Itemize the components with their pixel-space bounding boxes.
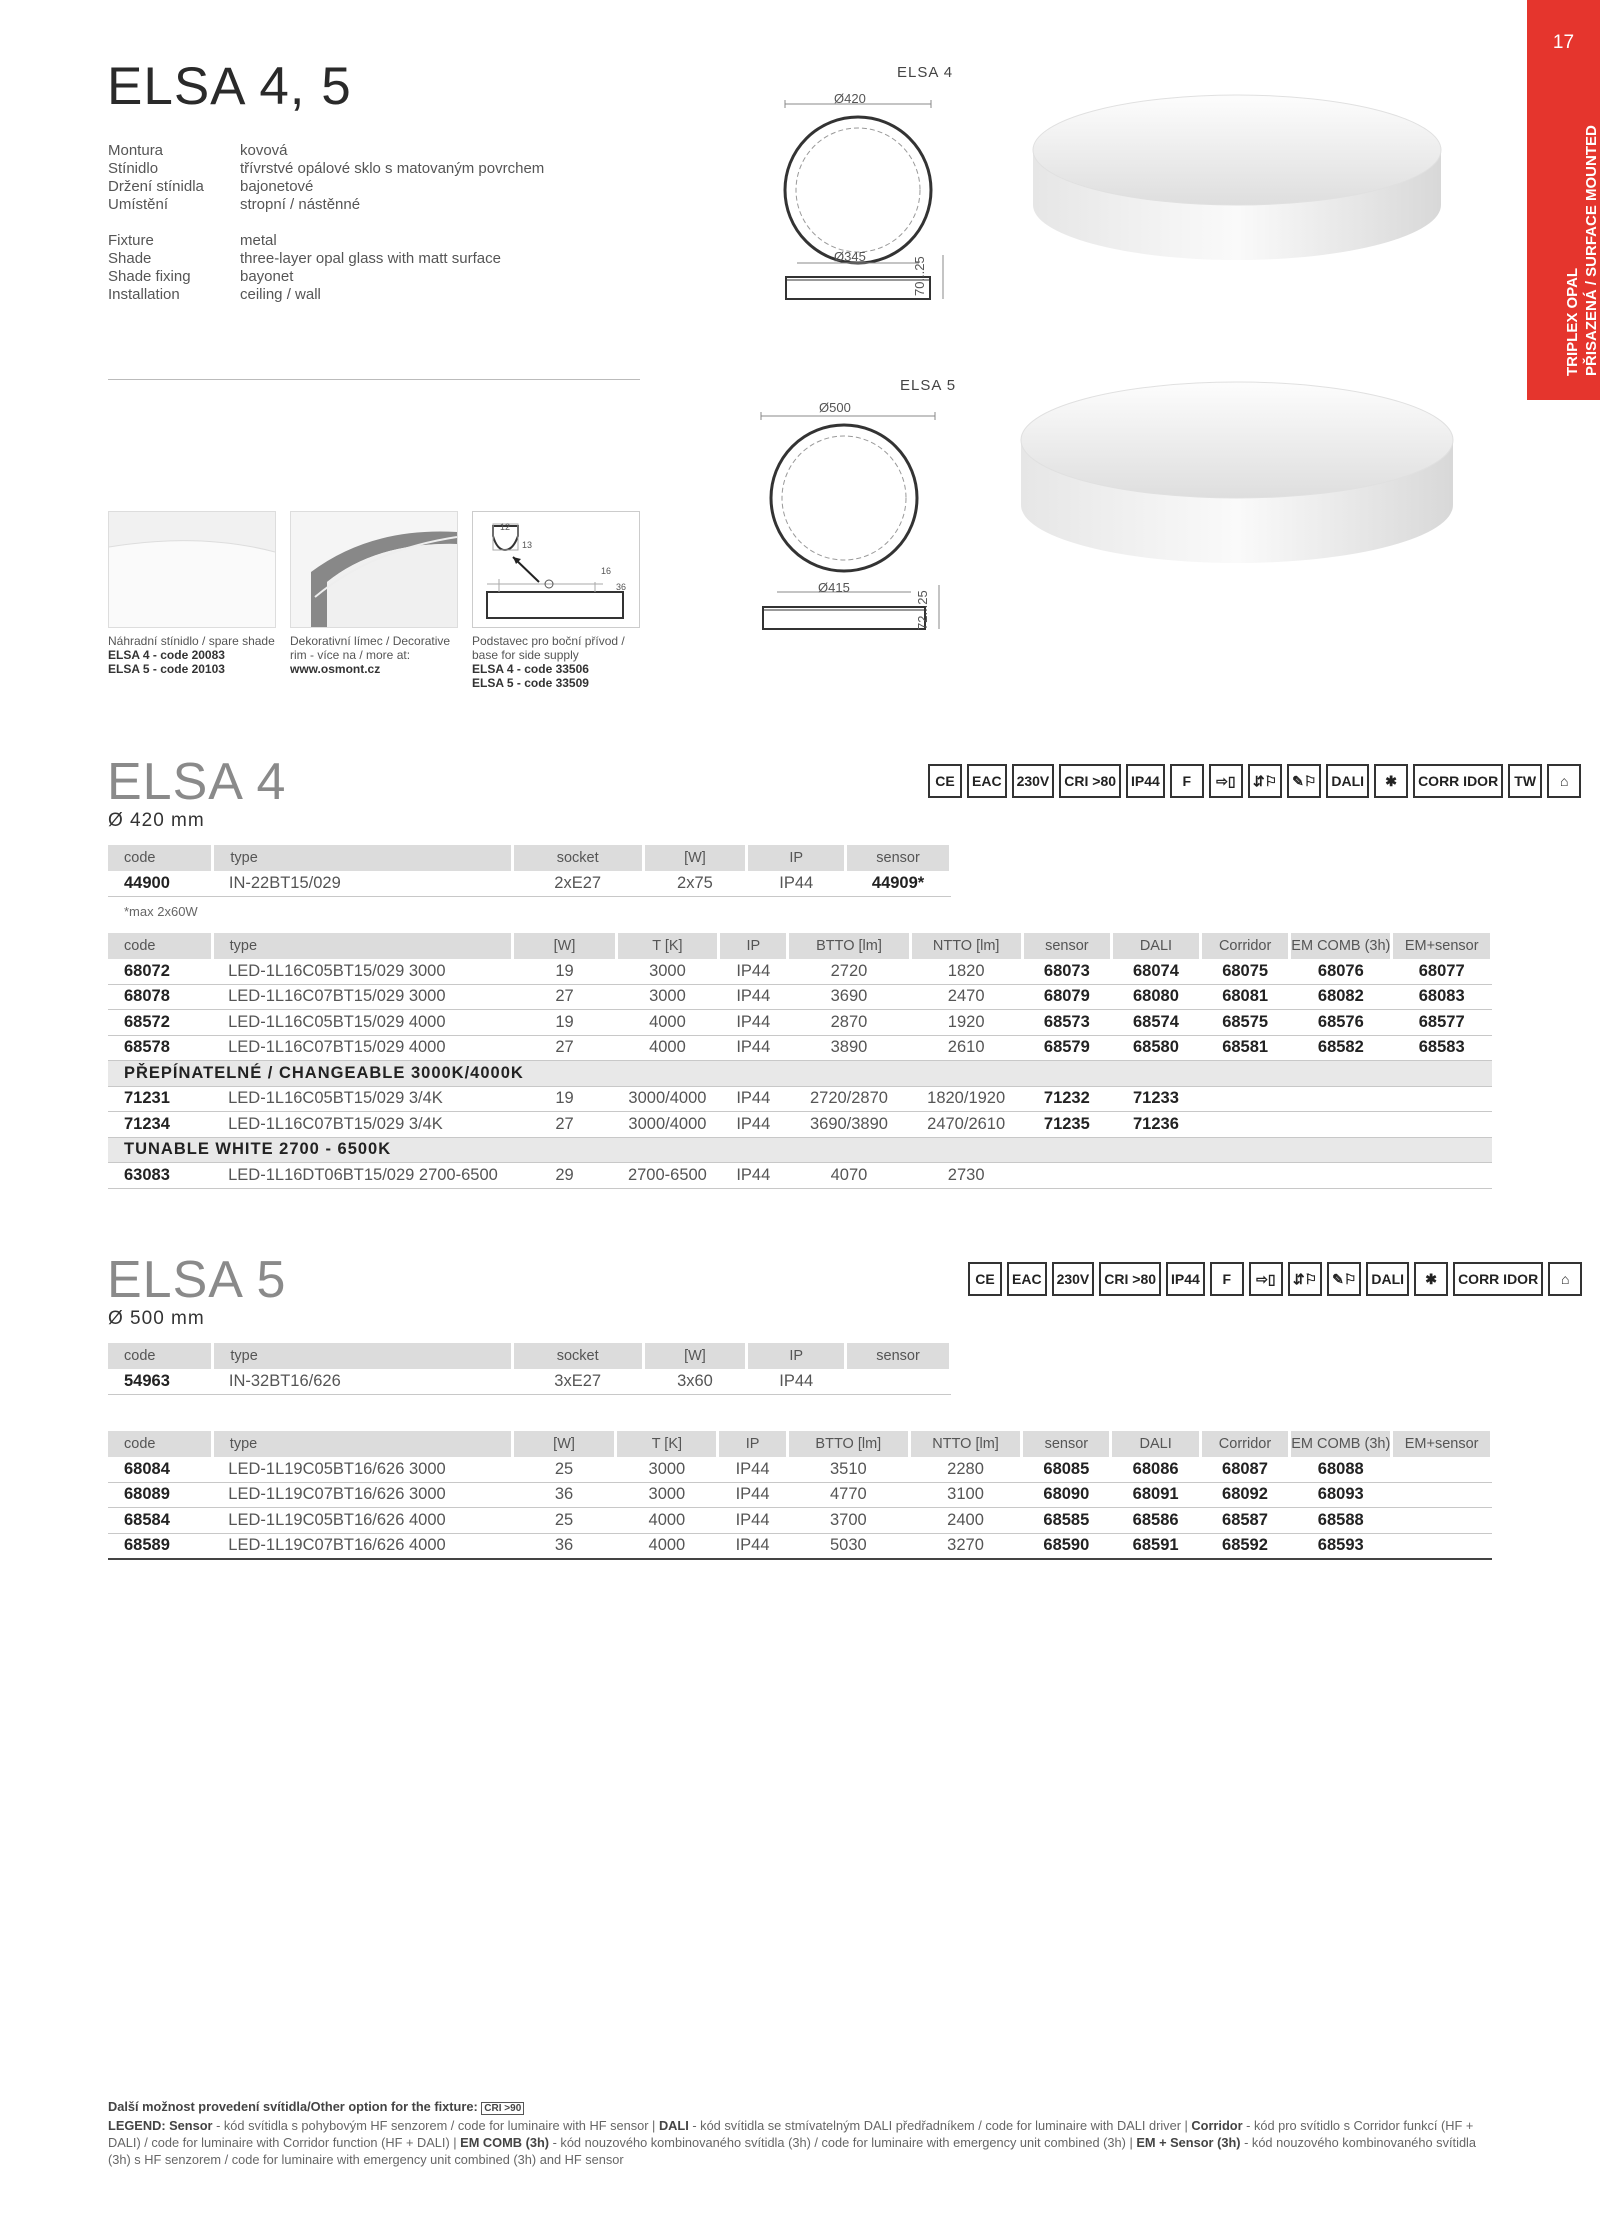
drawing-label-elsa5: ELSA 5	[900, 377, 957, 394]
table-header	[108, 845, 951, 871]
elsa5-classic-table	[108, 1343, 952, 1395]
header-cell: [W]	[512, 1431, 616, 1457]
table-cell: LED-1L19C07BT16/626 4000	[212, 1533, 512, 1559]
certification-icon: EAC	[1007, 1262, 1047, 1296]
table-cell: LED-1L19C07BT16/626 3000	[212, 1482, 512, 1508]
table-row	[108, 1482, 1492, 1508]
table-cell: LED-1L19C05BT16/626 4000	[212, 1508, 512, 1534]
spec-value: stropní / nástěnné	[240, 196, 361, 213]
legend-term: DALI	[658, 2118, 689, 2133]
header-cell: Corridor	[1201, 933, 1290, 959]
decorative-rim-image	[290, 511, 458, 628]
table-cell: LED-1L16C07BT15/029 4000	[212, 1035, 513, 1061]
table-cell: 3100	[909, 1482, 1021, 1508]
table-row	[108, 984, 1492, 1010]
table-cell: 68084	[108, 1457, 212, 1483]
osmont-link[interactable]: www.osmont.cz	[290, 662, 381, 676]
table-cell: 68577	[1392, 1010, 1492, 1036]
table-cell: 68593	[1290, 1533, 1392, 1559]
elsa5-product-image	[1015, 375, 1460, 570]
table-cell: IP44	[747, 1369, 846, 1395]
certification-icon: CRI >80	[1059, 764, 1121, 798]
header-cell: EM+sensor	[1392, 1431, 1492, 1457]
table-cell: 2470	[910, 984, 1022, 1010]
table-cell: 68579	[1022, 1035, 1111, 1061]
table-cell: 4000	[616, 1035, 719, 1061]
divider	[108, 379, 640, 380]
certification-icon: CRI >80	[1099, 1262, 1161, 1296]
header-cell: code	[108, 1343, 213, 1369]
table-cell: 1820/1920	[910, 1086, 1022, 1112]
table-cell: 68089	[108, 1482, 212, 1508]
table-cell: 68576	[1290, 1010, 1392, 1036]
table-cell: LED-1L16C05BT15/029 4000	[212, 1010, 513, 1036]
specs-block	[108, 142, 544, 304]
table-cell: 4000	[616, 1010, 719, 1036]
table-cell: 3000	[616, 959, 719, 985]
elsa4-height: 70...25	[912, 256, 927, 296]
table-header	[108, 1343, 951, 1369]
elsa4-diameter: Ø 420 mm	[108, 810, 205, 831]
table-cell: 68580	[1111, 1035, 1200, 1061]
table-cell: 19	[513, 1086, 616, 1112]
header-cell: [W]	[643, 845, 747, 871]
table-cell: 68080	[1111, 984, 1200, 1010]
table-cell: 68074	[1111, 959, 1200, 985]
table-cell: 68585	[1022, 1508, 1111, 1534]
table-cell: 25	[512, 1508, 616, 1534]
header-cell: T [K]	[616, 933, 719, 959]
table-cell	[1201, 1112, 1290, 1138]
page-title: ELSA 4, 5	[107, 57, 352, 116]
table-cell: 4000	[616, 1533, 718, 1559]
header-cell: [W]	[643, 1343, 747, 1369]
side-tab	[1527, 0, 1600, 400]
header-cell: DALI	[1111, 1431, 1200, 1457]
table-cell: 2470/2610	[910, 1112, 1022, 1138]
header-cell: NTTO [lm]	[910, 933, 1022, 959]
legend-term: Corridor	[1191, 2118, 1243, 2133]
header-cell: type	[213, 845, 512, 871]
table-cell: 36	[512, 1533, 616, 1559]
header-cell: code	[108, 845, 213, 871]
side-supply-base-drawing	[472, 511, 640, 628]
header-cell: type	[213, 1343, 512, 1369]
header-cell: sensor	[1022, 1431, 1111, 1457]
certification-icon: DALI	[1366, 1262, 1409, 1296]
spec-key: Umístění	[108, 196, 169, 213]
certification-icon: ⇨▯	[1209, 764, 1243, 798]
table-cell: 29	[513, 1163, 616, 1189]
header-cell: IP	[747, 845, 846, 871]
table-cell: 68092	[1200, 1482, 1289, 1508]
header-cell: sensor	[846, 1343, 951, 1369]
spec-value: bayonet	[240, 268, 294, 285]
side-tab-label: TRIPLEX OPAL PŘISAZENÁ / SURFACE MOUNTED	[1564, 125, 1600, 376]
spec-row	[108, 142, 544, 160]
side-supply-base-caption: Podstavec pro boční přívod / base for side supply ELSA 4 - code 33506 ELSA 5 - code 33509	[472, 634, 625, 690]
table-cell: 68086	[1111, 1457, 1200, 1483]
table-cell: LED-1L16C07BT15/029 3000	[212, 984, 513, 1010]
elsa4-base-diameter: Ø345	[834, 249, 866, 264]
table-cell: 68589	[108, 1533, 212, 1559]
table-row	[108, 1508, 1492, 1534]
certification-icon: F	[1170, 764, 1204, 798]
table-cell: 4070	[788, 1163, 910, 1189]
table-cell: 2xE27	[512, 871, 643, 897]
header-cell: code	[108, 1431, 212, 1457]
header-cell: EM COMB (3h)	[1290, 933, 1392, 959]
certification-icon: CE	[928, 764, 962, 798]
table-cell: 2610	[910, 1035, 1022, 1061]
elsa5-certification-icons	[968, 1262, 1582, 1296]
table-cell: 71234	[108, 1112, 212, 1138]
legend-desc: - kód pro svítidlo s Corridor funkcí (HF + DALI) / code for luminaire with Corridor function (HF + DALI) |	[108, 2118, 1474, 2150]
legend-term: EM COMB (3h)	[460, 2135, 550, 2150]
table-row	[108, 1086, 1492, 1112]
table-row	[108, 1533, 1492, 1559]
table-cell: 44909*	[846, 871, 951, 897]
table-cell: 68590	[1022, 1533, 1111, 1559]
table-cell: 68082	[1290, 984, 1392, 1010]
certification-icon: ✎⚐	[1287, 764, 1321, 798]
table-cell: 2720/2870	[788, 1086, 910, 1112]
table-cell: 68591	[1111, 1533, 1200, 1559]
table-cell: 5030	[787, 1533, 909, 1559]
spec-value: metal	[240, 232, 277, 249]
spare-shade-image	[108, 511, 276, 628]
table-cell: IP44	[719, 959, 788, 985]
table-cell: 2700-6500	[616, 1163, 719, 1189]
table-cell: 27	[513, 1035, 616, 1061]
certification-icon: ⌂	[1548, 1262, 1582, 1296]
table-cell: LED-1L16C05BT15/029 3000	[212, 959, 513, 985]
table-cell: 68572	[108, 1010, 212, 1036]
table-cell	[1392, 1533, 1492, 1559]
certification-icon: ✎⚐	[1327, 1262, 1361, 1296]
table-cell: 27	[513, 984, 616, 1010]
table-cell: 44900	[108, 871, 213, 897]
table-cell: LED-1L16DT06BT15/029 2700-6500	[212, 1163, 513, 1189]
table-cell: 2400	[909, 1508, 1021, 1534]
certification-icon: DALI	[1326, 764, 1369, 798]
legend-desc: - kód nouzového kombinovaného svítidla (3h) s HF senzorem / code for luminaire with emergency unit combined (3h) and HF sensor	[108, 2135, 1477, 2167]
table-cell: 3000	[616, 1482, 718, 1508]
certification-icon: CORR IDOR	[1453, 1262, 1543, 1296]
table-cell: 63083	[108, 1163, 212, 1189]
legend-desc: - kód svítidla se stmívatelným DALI předřadníkem / code for luminaire with DALI driver |	[688, 2118, 1192, 2133]
table-cell: IP44	[719, 1163, 788, 1189]
certification-icon: 230V	[1052, 1262, 1095, 1296]
header-cell: sensor	[1022, 933, 1111, 959]
spec-key: Fixture	[108, 232, 154, 249]
table-cell: IP44	[719, 1010, 788, 1036]
table-cell: 68073	[1022, 959, 1111, 985]
table-cell	[1392, 1482, 1492, 1508]
table-cell: LED-1L16C07BT15/029 3/4K	[212, 1112, 513, 1138]
table-cell: 2x75	[643, 871, 747, 897]
header-cell: EM COMB (3h)	[1290, 1431, 1392, 1457]
elsa4-classic-table	[108, 845, 952, 897]
certification-icon: IP44	[1126, 764, 1165, 798]
table-cell: 68081	[1201, 984, 1290, 1010]
table-cell	[1392, 1112, 1492, 1138]
header-cell: type	[212, 933, 513, 959]
spec-key: Montura	[108, 142, 164, 159]
header-cell: type	[212, 1431, 512, 1457]
table-cell: 36	[512, 1482, 616, 1508]
spec-value: ceiling / wall	[240, 286, 321, 303]
table-cell: 25	[512, 1457, 616, 1483]
elsa4-product-image	[1025, 80, 1450, 265]
table-cell: 68573	[1022, 1010, 1111, 1036]
table-cell: 71233	[1111, 1086, 1200, 1112]
table-cell: 2870	[788, 1010, 910, 1036]
certification-icon: TW	[1508, 764, 1542, 798]
table-cell: 71232	[1022, 1086, 1111, 1112]
elsa5-title: ELSA 5	[107, 1251, 287, 1309]
table-cell: 68587	[1200, 1508, 1289, 1534]
table-cell: IP44	[719, 1086, 788, 1112]
header-cell: code	[108, 933, 212, 959]
table-row	[108, 1035, 1492, 1061]
header-cell: socket	[512, 1343, 643, 1369]
table-row	[108, 959, 1492, 985]
elsa4-outer-diameter: Ø420	[834, 91, 866, 106]
header-cell: IP	[718, 1431, 787, 1457]
spec-row	[108, 286, 544, 304]
table-row	[108, 1112, 1492, 1138]
group-row	[108, 1061, 1492, 1087]
table-cell: IP44	[719, 1112, 788, 1138]
legend-term: EM + Sensor (3h)	[1136, 2135, 1241, 2150]
table-cell: 3xE27	[512, 1369, 643, 1395]
table-cell: 68090	[1022, 1482, 1111, 1508]
header-cell: BTTO [lm]	[787, 1431, 909, 1457]
elsa4-note: *max 2x60W	[124, 904, 198, 919]
header-cell: [W]	[513, 933, 616, 959]
legend-term: LEGEND: Sensor	[108, 2118, 213, 2133]
table-cell: 68581	[1201, 1035, 1290, 1061]
table-cell: 68574	[1111, 1010, 1200, 1036]
table-row	[108, 1457, 1492, 1483]
elsa4-certification-icons	[928, 764, 1581, 798]
table-cell: 68586	[1111, 1508, 1200, 1534]
table-cell: 68588	[1290, 1508, 1392, 1534]
table-cell: 71236	[1111, 1112, 1200, 1138]
certification-icon: CORR IDOR	[1413, 764, 1503, 798]
table-cell: 68575	[1201, 1010, 1290, 1036]
elsa5-base-diameter: Ø415	[818, 580, 850, 595]
table-cell: 68592	[1200, 1533, 1289, 1559]
table-cell: 68583	[1392, 1035, 1492, 1061]
elsa5-led-table	[108, 1431, 1493, 1560]
table-cell: 3270	[909, 1533, 1021, 1559]
table-cell: 1920	[910, 1010, 1022, 1036]
table-cell: 68072	[108, 959, 212, 985]
certification-icon: ⌂	[1547, 764, 1581, 798]
spec-key: Shade	[108, 250, 152, 267]
table-cell: IP44	[747, 871, 846, 897]
header-cell: NTTO [lm]	[909, 1431, 1021, 1457]
table-cell: 71231	[108, 1086, 212, 1112]
drawing-label-elsa4: ELSA 4	[897, 64, 954, 81]
spec-row	[108, 250, 544, 268]
table-cell: IP44	[718, 1508, 787, 1534]
table-cell	[1201, 1086, 1290, 1112]
group-label: PŘEPÍNATELNÉ / CHANGEABLE 3000K/4000K	[108, 1061, 1492, 1087]
decorative-rim-caption: Dekorativní límec / Decorative rim - více na / more at: www.osmont.cz	[290, 634, 451, 676]
table-cell: 54963	[108, 1369, 213, 1395]
table-cell: 3x60	[643, 1369, 747, 1395]
table-cell	[1111, 1163, 1200, 1189]
table-cell	[1290, 1163, 1392, 1189]
table-cell: 68078	[108, 984, 212, 1010]
certification-icon: ⇨▯	[1249, 1262, 1283, 1296]
legend-desc: - kód svítidla s pohybovým HF senzorem / code for luminaire with HF sensor |	[212, 2118, 659, 2133]
table-cell: IN-22BT15/029	[213, 871, 512, 897]
table-cell: 3000	[616, 984, 719, 1010]
legend-desc: - kód nouzového kombinovaného svítidla (3h) / code for luminaire with emergency unit combined (3h) |	[549, 2135, 1137, 2150]
table-cell: 68079	[1022, 984, 1111, 1010]
table-cell: LED-1L19C05BT16/626 3000	[212, 1457, 512, 1483]
spare-shade-caption: Náhradní stínidlo / spare shade ELSA 4 - code 20083 ELSA 5 - code 20103	[108, 634, 275, 676]
table-row	[108, 1369, 951, 1395]
spec-row	[108, 178, 544, 196]
table-cell: 71235	[1022, 1112, 1111, 1138]
table-cell: IP44	[718, 1482, 787, 1508]
table-cell: 1820	[910, 959, 1022, 985]
spec-row	[108, 232, 544, 250]
header-cell: BTTO [lm]	[788, 933, 910, 959]
table-cell	[1392, 1457, 1492, 1483]
table-cell: 2720	[788, 959, 910, 985]
header-cell: IP	[747, 1343, 846, 1369]
elsa5-height: 72...25	[915, 590, 930, 630]
table-cell: 3000/4000	[616, 1112, 719, 1138]
spec-key: Shade fixing	[108, 268, 191, 285]
header-cell: T [K]	[616, 1431, 718, 1457]
table-cell	[1392, 1163, 1492, 1189]
spec-key: Stínidlo	[108, 160, 159, 177]
table-cell: 3690/3890	[788, 1112, 910, 1138]
table-cell: IN-32BT16/626	[213, 1369, 512, 1395]
table-cell: 68076	[1290, 959, 1392, 985]
table-cell: 2280	[909, 1457, 1021, 1483]
table-row	[108, 1163, 1492, 1189]
table-cell: 68077	[1392, 959, 1492, 985]
certification-icon: IP44	[1166, 1262, 1205, 1296]
header-cell: socket	[512, 845, 643, 871]
table-cell: 68083	[1392, 984, 1492, 1010]
table-header	[108, 933, 1492, 959]
table-header	[108, 1431, 1492, 1457]
table-cell: 68088	[1290, 1457, 1392, 1483]
table-cell: 19	[513, 959, 616, 985]
table-cell: IP44	[718, 1457, 787, 1483]
header-cell: sensor	[846, 845, 951, 871]
spec-value: kovová	[240, 142, 288, 159]
group-label: TUNABLE WHITE 2700 - 6500K	[108, 1137, 1492, 1163]
certification-icon: 230V	[1012, 764, 1055, 798]
cri-badge: CRI >90	[481, 2102, 524, 2115]
table-cell: 3890	[788, 1035, 910, 1061]
table-row	[108, 871, 951, 897]
spec-row	[108, 160, 544, 178]
page-number: 17	[1552, 32, 1575, 53]
elsa5-diameter: Ø 500 mm	[108, 1308, 205, 1329]
table-cell: IP44	[718, 1533, 787, 1559]
group-row	[108, 1137, 1492, 1163]
table-cell: 3700	[787, 1508, 909, 1534]
table-cell: 68584	[108, 1508, 212, 1534]
table-cell: 4000	[616, 1508, 718, 1534]
header-cell: IP	[719, 933, 788, 959]
table-cell: 68091	[1111, 1482, 1200, 1508]
certification-icon: ✱	[1414, 1262, 1448, 1296]
certification-icon: F	[1210, 1262, 1244, 1296]
table-cell	[1392, 1508, 1492, 1534]
spec-key: Držení stínidla	[108, 178, 204, 195]
certification-icon: ✱	[1374, 764, 1408, 798]
legend: Další možnost provedení svítidla/Other option for the fixture: CRI >90 LEGEND: Sensor - kód svítidla s pohybovým HF senzorem / code for luminaire with HF sensor | DALI - kód svítidla se stmívatelným DALI předřadníkem / code for luminaire with DALI driver | Corridor - kód pro svítidlo s Corridor funkcí (HF + DALI) / code for luminaire with Corridor function (HF + DALI) | EM COMB (3h) - kód nouzového kombinovaného svítidla (3h) / code for luminaire with emergency unit combined (3h) | EM + Sensor (3h) - kód nouzového kombinovaného svítidla (3h) s HF senzorem / code for luminaire with emergency unit combined (3h) and HF sensor	[108, 2099, 1477, 2167]
table-cell	[1290, 1086, 1392, 1112]
elsa5-outer-diameter: Ø500	[819, 400, 851, 415]
certification-icon: ⇵⚐	[1288, 1262, 1322, 1296]
elsa4-title: ELSA 4	[107, 753, 287, 811]
certification-icon: ⇵⚐	[1248, 764, 1282, 798]
header-cell: Corridor	[1200, 1431, 1289, 1457]
table-cell: 68087	[1200, 1457, 1289, 1483]
table-cell: IP44	[719, 1035, 788, 1061]
table-cell	[846, 1369, 951, 1395]
certification-icon: EAC	[967, 764, 1007, 798]
table-cell: 4770	[787, 1482, 909, 1508]
table-cell	[1290, 1112, 1392, 1138]
spec-value: bajonetové	[240, 178, 314, 195]
table-cell: 3690	[788, 984, 910, 1010]
spec-value: třívrstvé opálové sklo s matovaným povrchem	[240, 160, 545, 177]
table-row	[108, 1010, 1492, 1036]
table-cell	[1201, 1163, 1290, 1189]
table-cell: 68582	[1290, 1035, 1392, 1061]
header-cell: EM+sensor	[1392, 933, 1492, 959]
table-cell: IP44	[719, 984, 788, 1010]
table-cell: 68085	[1022, 1457, 1111, 1483]
table-cell: 19	[513, 1010, 616, 1036]
certification-icon: CE	[968, 1262, 1002, 1296]
table-cell	[1392, 1086, 1492, 1112]
table-cell: 68578	[108, 1035, 212, 1061]
spec-row	[108, 268, 544, 286]
spec-key: Installation	[108, 286, 180, 303]
table-cell: 68093	[1290, 1482, 1392, 1508]
header-cell: DALI	[1111, 933, 1200, 959]
table-cell: 27	[513, 1112, 616, 1138]
table-cell: 3000	[616, 1457, 718, 1483]
table-cell: LED-1L16C05BT15/029 3/4K	[212, 1086, 513, 1112]
elsa4-led-table	[108, 933, 1493, 1189]
spec-row	[108, 196, 544, 214]
table-cell: 3000/4000	[616, 1086, 719, 1112]
table-cell	[1022, 1163, 1111, 1189]
table-cell: 2730	[910, 1163, 1022, 1189]
spec-value: three-layer opal glass with matt surface	[240, 250, 501, 267]
table-cell: 3510	[787, 1457, 909, 1483]
table-cell: 68075	[1201, 959, 1290, 985]
